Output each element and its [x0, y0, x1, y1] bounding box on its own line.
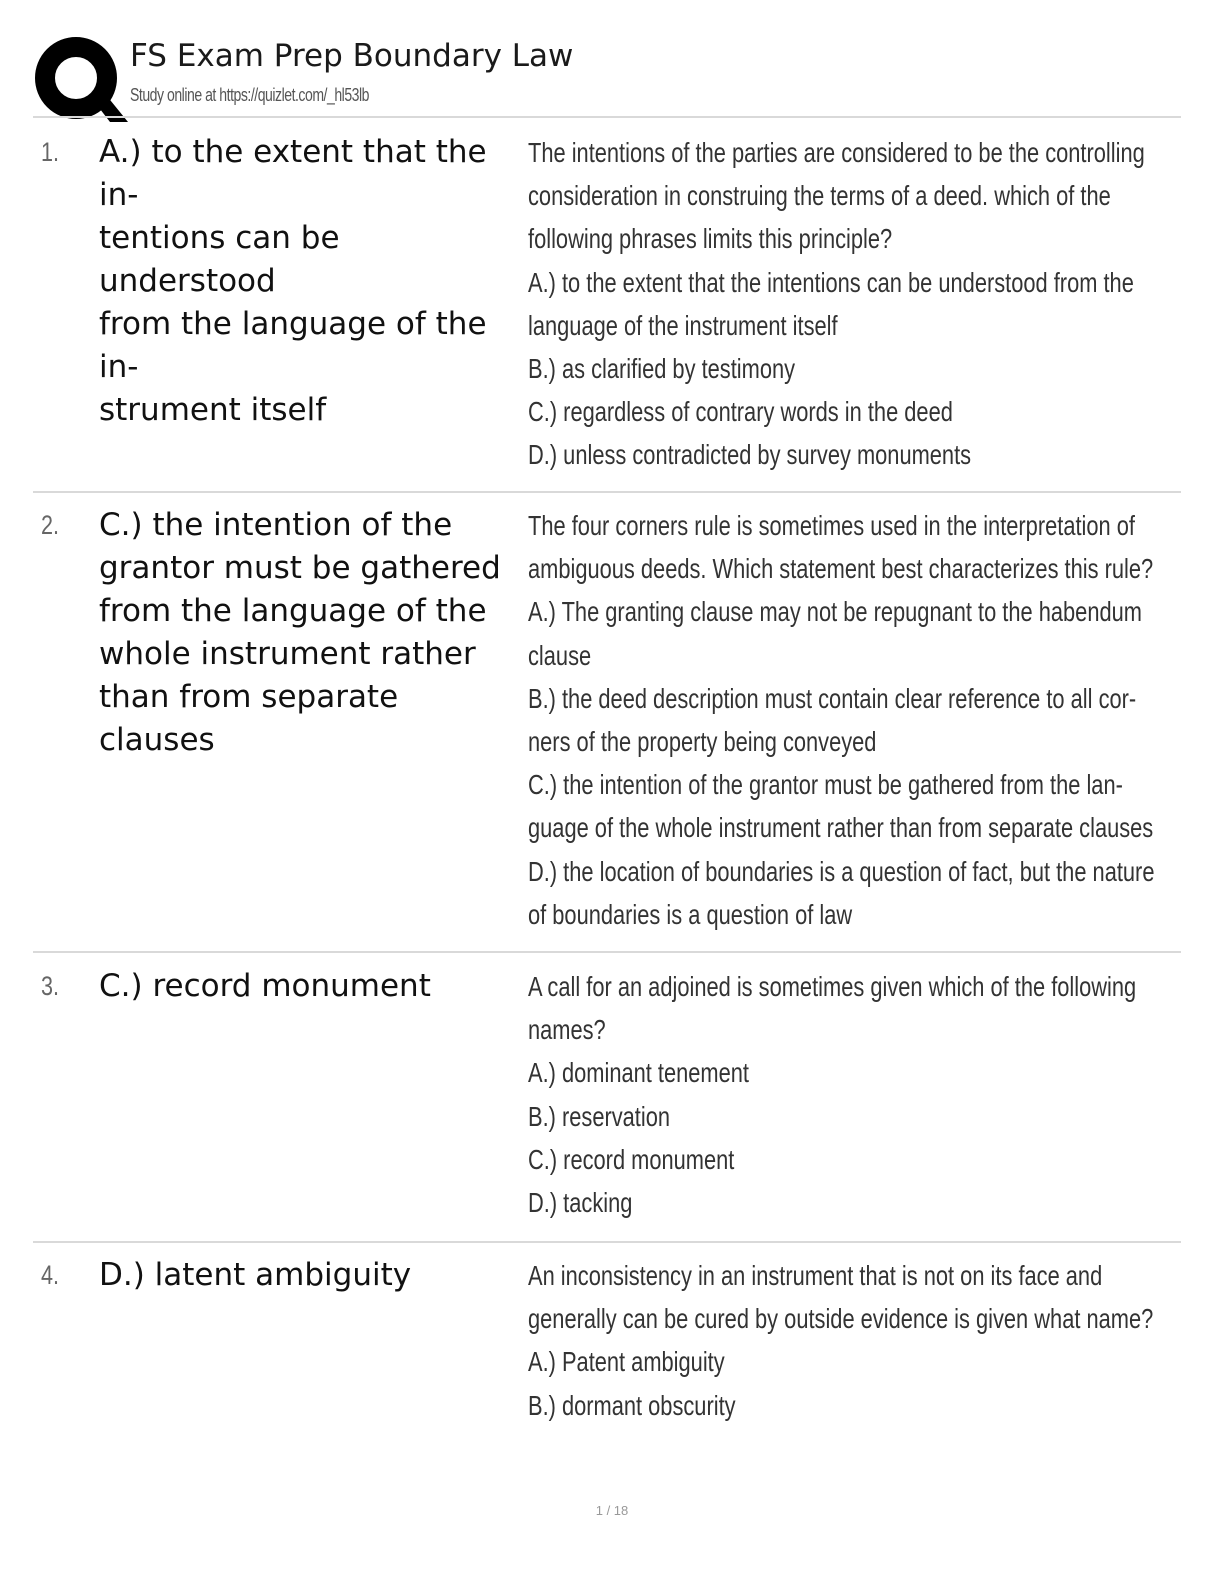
- card-term: [99, 1254, 519, 1297]
- definition-line: generally can be cured by outside evidence is given what name?: [528, 1303, 1154, 1335]
- card-term: [99, 965, 519, 1008]
- definition-line: A.) to the extent that the intentions can be understood from the: [528, 266, 1134, 298]
- definition-line: A.) Patent ambiguity: [528, 1346, 725, 1378]
- term-line: whole instrument rather: [99, 636, 476, 672]
- definition-line: D.) the location of boundaries is a question of fact, but the nature: [528, 855, 1155, 887]
- card-definition: [528, 1254, 1152, 1427]
- definition-line: D.) unless contradicted by survey monuments: [528, 439, 972, 471]
- definition-line: C.) regardless of contrary words in the deed: [528, 396, 953, 428]
- card-definition: [528, 504, 1155, 936]
- card-definition: [528, 965, 1152, 1224]
- definition-line: names?: [528, 1014, 606, 1046]
- card-divider: [33, 951, 1181, 953]
- card-number: 3.: [41, 971, 60, 1001]
- term-line: strument itself: [99, 392, 327, 428]
- definition-line: The intentions of the parties are considered to be the controlling: [528, 137, 1145, 168]
- card-divider: [33, 1241, 1181, 1243]
- card-number: 1.: [41, 137, 60, 167]
- definition-line: The four corners rule is sometimes used in the interpretation of: [528, 510, 1135, 541]
- definition-line: of boundaries is a question of law: [528, 898, 853, 930]
- card-number: 2.: [41, 510, 60, 540]
- definition-line: following phrases limits this principle?: [528, 223, 893, 255]
- card-term: [99, 131, 519, 432]
- term-line: C.) the intention of the: [99, 507, 453, 543]
- definition-line: consideration in construing the terms of a deed. which of the: [528, 180, 1111, 212]
- definition-line: A.) dominant tenement: [528, 1057, 749, 1089]
- term-line: C.) record monument: [99, 968, 431, 1004]
- header-divider: [33, 116, 1181, 118]
- definition-line: A.) The granting clause may not be repugnant to the habendum: [528, 596, 1142, 628]
- term-line: than from separate clauses: [99, 679, 399, 758]
- term-line: D.) latent ambiguity: [99, 1257, 412, 1293]
- term-line: from the language of the in-: [99, 306, 487, 385]
- card-definition: [528, 131, 1152, 477]
- term-line: A.) to the extent that the in-: [99, 134, 487, 213]
- definition-line: B.) reservation: [528, 1100, 671, 1132]
- definition-line: C.) record monument: [528, 1143, 735, 1175]
- page-title: FS Exam Prep Boundary Law: [130, 38, 574, 74]
- card-divider: [33, 491, 1181, 493]
- term-line: from the language of the: [99, 593, 487, 629]
- definition-line: language of the instrument itself: [528, 309, 838, 341]
- definition-line: D.) tacking: [528, 1187, 633, 1219]
- definition-line: B.) the deed description must contain clear reference to all cor-: [528, 682, 1137, 714]
- definition-line: guage of the whole instrument rather than from separate clauses: [528, 812, 1154, 844]
- study-link-text: Study online at https://quizlet.com/_hl53lb: [130, 85, 369, 105]
- definition-line: ners of the property being conveyed: [528, 726, 877, 758]
- definition-line: An inconsistency in an instrument that is not on its face and: [528, 1260, 1103, 1291]
- card-term: [99, 504, 519, 762]
- term-line: grantor must be gathered: [99, 550, 501, 586]
- definition-line: C.) the intention of the grantor must be gathered from the lan-: [528, 769, 1123, 801]
- quizlet-logo-icon: [32, 34, 138, 140]
- definition-line: A call for an adjoined is sometimes given which of the following: [528, 971, 1137, 1002]
- definition-line: clause: [528, 639, 592, 671]
- page-number: 1 / 18: [595, 1503, 629, 1518]
- term-line: tentions can be understood: [99, 220, 340, 299]
- definition-line: ambiguous deeds. Which statement best characterizes this rule?: [528, 553, 1154, 585]
- card-number: 4.: [41, 1260, 60, 1290]
- page-header: [30, 28, 1190, 118]
- definition-line: B.) dormant obscurity: [528, 1389, 736, 1421]
- definition-line: B.) as clarified by testimony: [528, 353, 796, 385]
